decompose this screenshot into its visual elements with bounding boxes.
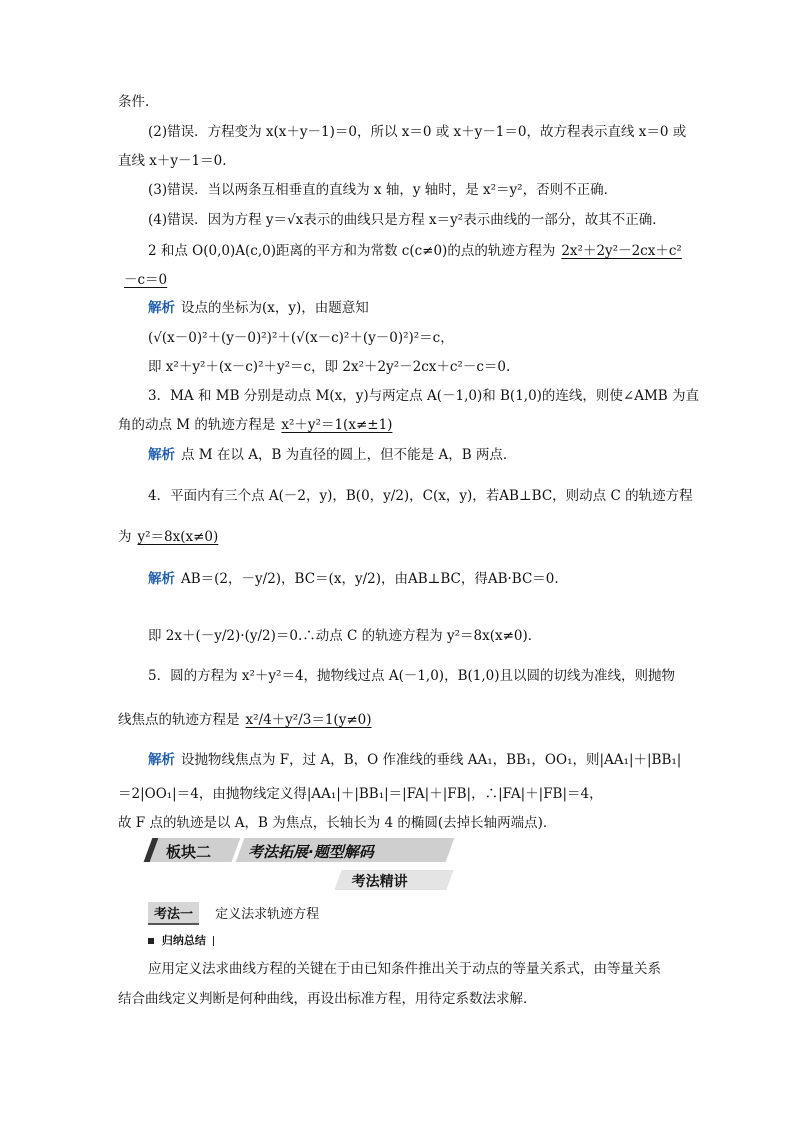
line-text: 3．MA 和 MB 分别是动点 M(x，y)与两定点 A(－1,0)和 B(1,0)的连线，则使∠AMB 为直 bbox=[148, 388, 700, 404]
text-line bbox=[118, 416, 392, 434]
answer-blank: －c＝0 bbox=[124, 272, 168, 288]
line-text: 2 和点 O(0,0)A(c,0)距离的平方和为常数 c(c≠0)的点的轨迹方程为 bbox=[148, 243, 556, 259]
text-line bbox=[148, 242, 682, 260]
line-text: 应用定义法求曲线方程的关键在于由已知条件推出关于动点的等量关系式，由等量关系 bbox=[148, 961, 661, 977]
solution-label: 解析 bbox=[148, 447, 175, 463]
line-text: (4)错误．因为方程 y＝√x表示的曲线只是方程 x＝y²表示曲线的一部分，故其不正确． bbox=[148, 212, 666, 228]
line-text: (3)错误．当以两条互相垂直的直线为 x 轴，y 轴时，是 x²＝y²，否则不正确． bbox=[148, 182, 618, 198]
line-text: 故 F 点的轨迹是以 A，B 为焦点，长轴长为 4 的椭圆(去掉长轴两端点)． bbox=[118, 815, 557, 831]
answer-blank: y²＝8x(x≠0) bbox=[137, 529, 219, 545]
bar-icon bbox=[213, 936, 214, 946]
text-line bbox=[118, 152, 227, 170]
text-line bbox=[148, 181, 617, 199]
section-subtitle: 考法精讲 bbox=[351, 874, 408, 890]
line-text: 即 x²＋y²＋(x－c)²＋y²＝c，即 2x²＋2y²－2cx＋c²－c＝0. bbox=[148, 359, 511, 375]
line-text: 点 M 在以 A，B 为直径的圆上，但不能是 A，B 两点． bbox=[181, 447, 517, 463]
line-text: 结合曲线定义判断是何种曲线，再设出标准方程，用待定系数法求解． bbox=[118, 991, 537, 1007]
line-text: (√(x－0)²＋(y－0)²)²＋(√(x－c)²＋(y－0)²)²＝c， bbox=[148, 330, 454, 346]
text-line bbox=[148, 960, 661, 978]
text-line bbox=[118, 528, 218, 546]
section-banner bbox=[148, 838, 444, 862]
line-text: AB＝(2，－y/2)，BC＝(x，y/2)，由AB⊥BC，得AB·BC＝0. bbox=[181, 571, 559, 587]
text-line bbox=[148, 570, 559, 588]
solution-label: 解析 bbox=[148, 571, 175, 587]
line-text: 角的动点 M 的轨迹方程是 bbox=[118, 417, 276, 433]
solution-label: 解析 bbox=[148, 752, 175, 768]
method-tag: 考法一 bbox=[148, 902, 199, 925]
text-line bbox=[118, 785, 603, 803]
answer-blank: x²＋y²＝1(x≠±1) bbox=[281, 417, 393, 433]
text-line bbox=[148, 123, 686, 141]
square-bullet-icon bbox=[148, 938, 154, 944]
line-text: 设抛物线焦点为 F，过 A，B，O 作准线的垂线 AA₁，BB₁，OO₁，则|AA₁|＋|BB₁| bbox=[181, 752, 682, 768]
text-line bbox=[148, 446, 516, 464]
answer-blank: 2x²＋2y²－2cx＋c² bbox=[561, 243, 682, 259]
answer-blank: x²/4＋y²/3＝1(y≠0) bbox=[245, 712, 372, 728]
method-heading bbox=[148, 902, 319, 922]
text-line bbox=[118, 711, 372, 729]
summary-heading bbox=[148, 932, 214, 948]
summary-label: 归纳总结 bbox=[161, 934, 206, 947]
line-text: 条件. bbox=[118, 94, 150, 110]
text-line bbox=[148, 358, 510, 376]
text-line bbox=[118, 271, 167, 289]
line-text: 即 2x＋(－y/2)·(y/2)＝0.∴动点 C 的轨迹方程为 y²＝8x(x≠0)． bbox=[148, 628, 542, 644]
line-text: 直线 x＋y－1＝0. bbox=[118, 153, 227, 169]
method-title: 定义法求轨迹方程 bbox=[215, 907, 320, 922]
text-line bbox=[118, 990, 537, 1008]
text-line bbox=[148, 299, 369, 317]
section-title: 考法拓展·题型解码 bbox=[248, 843, 374, 861]
line-text: (2)错误．方程变为 x(x＋y－1)＝0，所以 x＝0 或 x＋y－1＝0，故方程表示直线 x＝0 或 bbox=[148, 124, 687, 140]
section-subtitle-bar bbox=[334, 870, 453, 890]
text-line bbox=[148, 627, 541, 645]
section-label: 板块二 bbox=[166, 843, 212, 861]
text-line bbox=[118, 93, 149, 111]
solution-label: 解析 bbox=[148, 300, 175, 316]
line-text: 4．平面内有三个点 A(－2，y)，B(0，y/2)，C(x，y)，若AB⊥BC，则动点 C 的轨迹方程 bbox=[148, 488, 693, 504]
text-line bbox=[148, 751, 681, 769]
line-text: 设点的坐标为(x，y)，由题意知 bbox=[181, 300, 369, 316]
text-line bbox=[148, 667, 675, 685]
text-line bbox=[118, 814, 556, 832]
line-text: ＝2|OO₁|＝4，由抛物线定义得|AA₁|＋|BB₁|＝|FA|＋|FB|，∴|FA|＋|FB|＝4， bbox=[118, 786, 603, 802]
text-line bbox=[148, 487, 693, 505]
text-line bbox=[148, 211, 666, 229]
line-text: 5．圆的方程为 x²＋y²＝4，抛物线过点 A(－1,0)，B(1,0)且以圆的切线为准线，则抛物 bbox=[148, 668, 676, 684]
line-text: 为 bbox=[118, 529, 132, 545]
line-text: 线焦点的轨迹方程是 bbox=[118, 712, 240, 728]
text-line bbox=[148, 329, 454, 347]
text-line bbox=[148, 387, 699, 405]
